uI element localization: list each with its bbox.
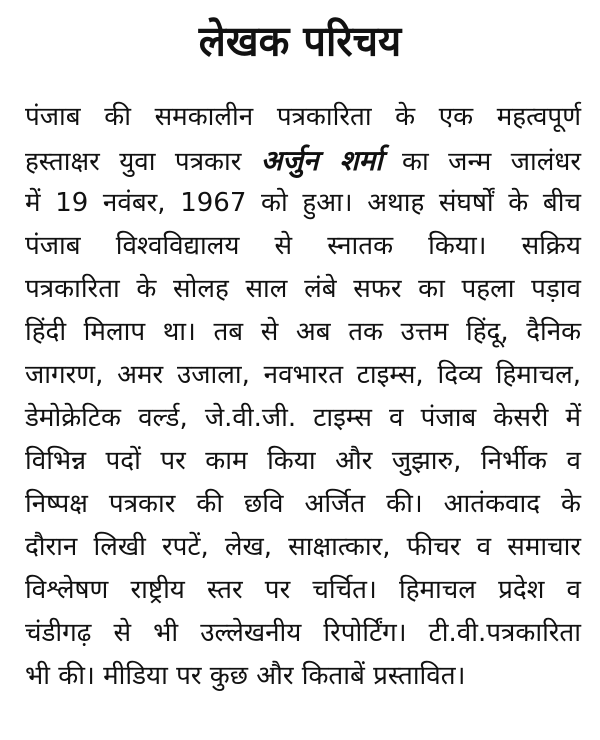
- text-segment: हस्ताक्षर युवा पत्रकार: [25, 147, 261, 177]
- text-line: दौरान लिखी रपटें, लेख, साक्षात्कार, फीचर व समाचार: [25, 532, 581, 562]
- text-line: विश्लेषण राष्ट्रीय स्तर पर चर्चित। हिमाचल प्रदेश व: [25, 575, 581, 605]
- text-line: निष्पक्ष पत्रकार की छवि अर्जित की। आतंकवाद के: [25, 489, 581, 519]
- text-line: में 19 नवंबर, 1967 को हुआ। अथाह संघर्षों के बीच: [25, 188, 581, 218]
- text-line: चंडीगढ़ से भी उल्लेखनीय रिपोर्टिंग। टी.वी.पत्रकारिता: [25, 618, 581, 648]
- text-line: [25, 139, 581, 182]
- text-line: जागरण, अमर उजाला, नवभारत टाइम्स, दिव्य हिमाचल,: [25, 360, 581, 390]
- text-line: पंजाब विश्वविद्यालय से स्नातक किया। सक्रिय: [25, 231, 581, 261]
- text-line: पत्रकारिता के सोलह साल लंबे सफर का पहला पड़ाव: [25, 274, 581, 304]
- author-name: अर्जुन शर्मा: [260, 144, 383, 177]
- text-line: भी की। मीडिया पर कुछ और किताबें प्रस्तावित।: [25, 661, 466, 691]
- author-bio-paragraph: [25, 96, 581, 698]
- text-line: डेमोक्रेटिक वर्ल्ड, जे.वी.जी. टाइम्स व पंजाब केसरी में: [25, 403, 581, 433]
- text-line: पंजाब की समकालीन पत्रकारिता के एक महत्वपूर्ण: [25, 102, 581, 132]
- text-line: विभिन्न पदों पर काम किया और जुझारु, निर्भीक व: [25, 446, 581, 476]
- text-line: हिंदी मिलाप था। तब से अब तक उत्तम हिंदू, दैनिक: [25, 317, 582, 347]
- text-segment: का जन्म जालंधर: [382, 147, 582, 177]
- page-title: लेखक परिचय: [198, 17, 402, 67]
